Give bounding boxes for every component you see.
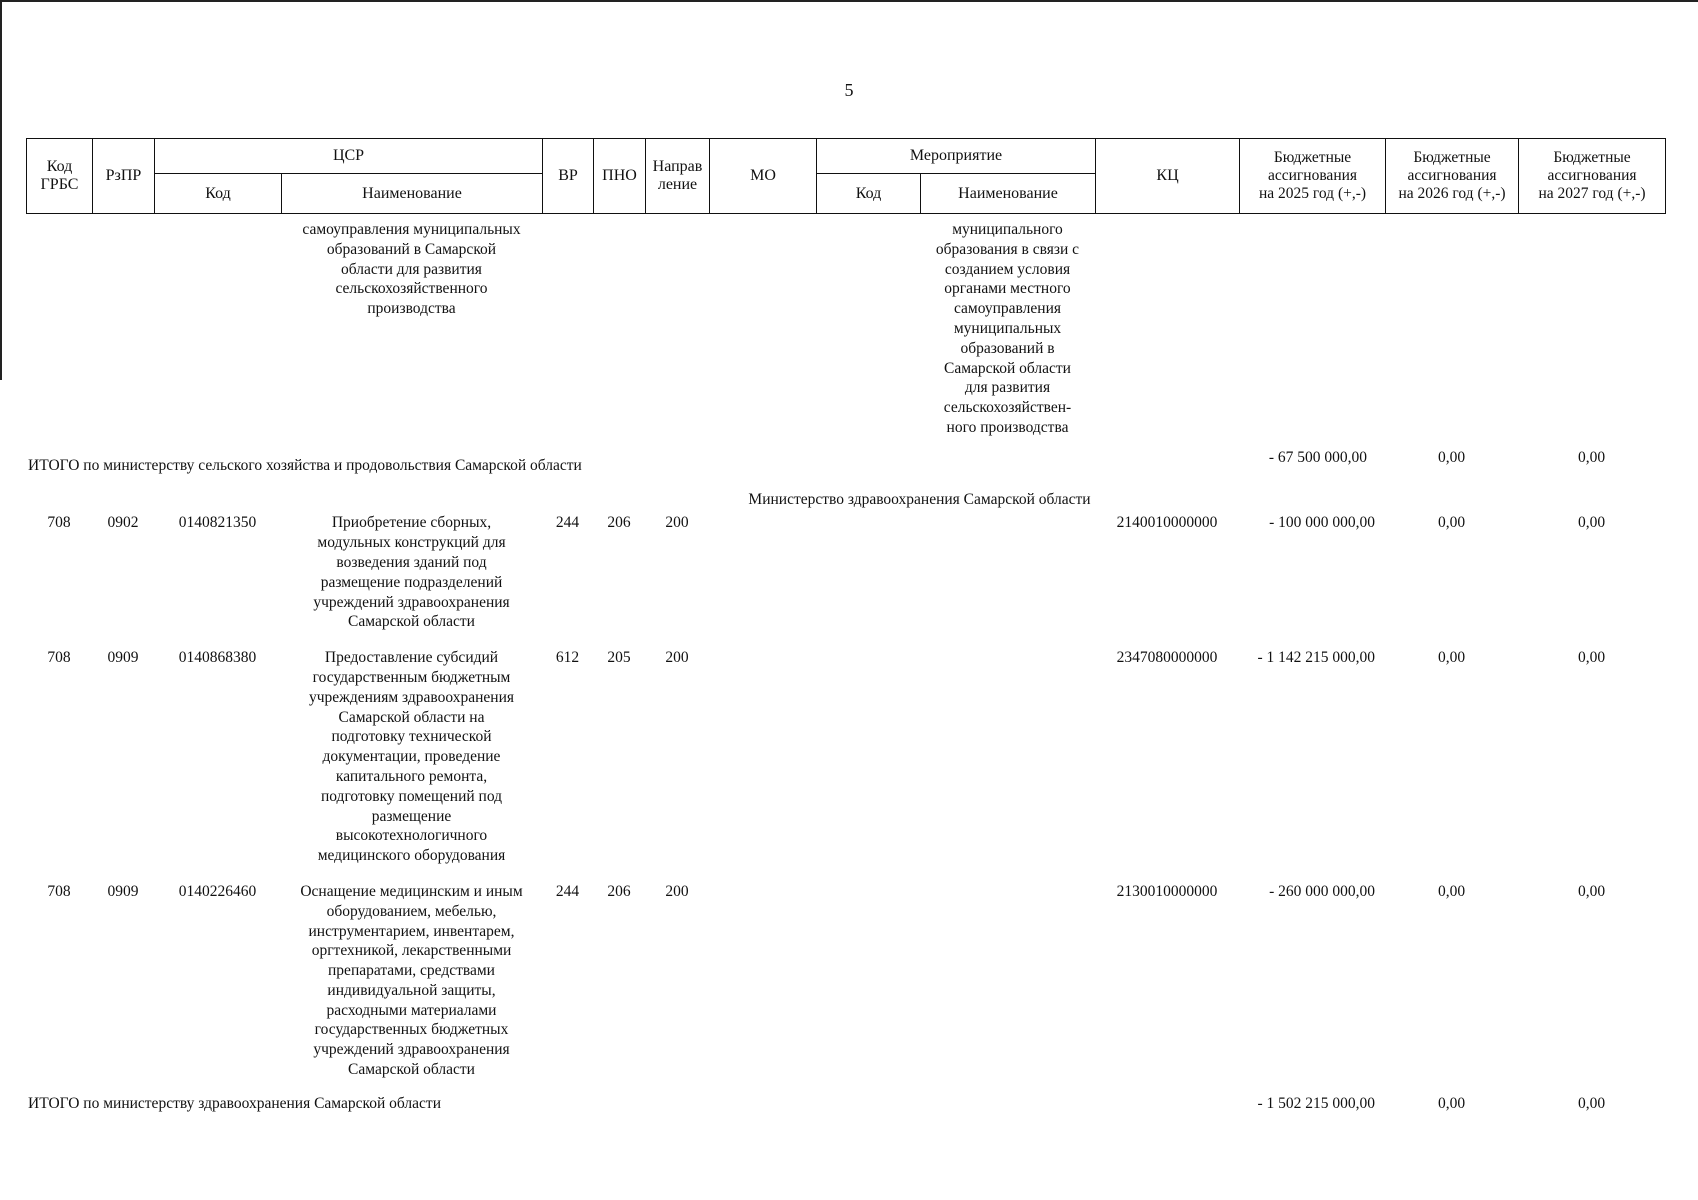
- cell-vr: 612: [555, 649, 580, 667]
- header-mo: МО: [710, 139, 817, 214]
- total-2025: - 1 502 215 000,00: [1257, 1094, 1375, 1112]
- total-2026: 0,00: [1437, 448, 1466, 466]
- header-vr: ВР: [543, 139, 594, 214]
- top-border-line: [0, 0, 1698, 2]
- table-row: [26, 644, 1665, 866]
- section-title: Министерство здравоохранения Самарской области: [748, 490, 1091, 508]
- cell-csr-name: Оснащение медицинским и иным оборудованием, мебелью, инструментарием, инвентарем, оргтехникой, лекарственными препаратами, средствами индивидуальной защиты, расходными материалами государственных бюджетных учреждений здравоохранения Самарской области: [300, 882, 523, 1079]
- cell-grbs: 708: [47, 514, 71, 532]
- header-2027: Бюджетные ассигнования на 2027 год (+,-): [1519, 139, 1666, 214]
- cell-pno: 206: [607, 882, 631, 900]
- cell-2027: 0,00: [1577, 882, 1606, 900]
- cell-grbs: 708: [47, 882, 71, 900]
- cell-kc: 2140010000000: [1116, 514, 1218, 532]
- cell-csr-name: Приобретение сборных, модульных конструкций для возведения зданий под размещение подразделений учреждений здравоохранения Самарской области: [313, 514, 510, 631]
- cell-2025: - 260 000 000,00: [1269, 882, 1375, 900]
- cell-vr: 244: [555, 882, 580, 900]
- header-csr-kod: Код: [155, 174, 282, 214]
- continuation-row: [26, 220, 1665, 438]
- header-mer-kod: Код: [817, 174, 921, 214]
- header-2025: Бюджетные ассигнования на 2025 год (+,-): [1240, 139, 1386, 214]
- cell-rzpr: 0902: [107, 514, 139, 532]
- cell-csr-name: Предоставление субсидий государственным бюджетным учреждениям здравоохранения Самарской области на подготовку технической документации, проведение капитального ремонта, подготовку помещений под размещение высокотехнологичного медицинского оборудования: [308, 649, 514, 865]
- cell-2026: 0,00: [1437, 514, 1466, 532]
- header-csr: ЦСР: [155, 139, 543, 174]
- cell-2026: 0,00: [1437, 882, 1466, 900]
- total-label: ИТОГО по министерству здравоохранения Самарской области: [28, 1094, 441, 1112]
- cell-2027: 0,00: [1577, 649, 1606, 667]
- table-row: [26, 509, 1665, 632]
- cell-rzpr: 0909: [107, 649, 139, 667]
- header-csr-name: Наименование: [282, 174, 543, 214]
- cell-csr-kod: 0140868380: [178, 649, 257, 667]
- header-napravlenie: Направ ление: [646, 139, 710, 214]
- cell-rzpr: 0909: [107, 882, 139, 900]
- table-header: [26, 138, 1666, 214]
- left-edge-line: [0, 0, 2, 380]
- cell-2026: 0,00: [1437, 649, 1466, 667]
- section-heading-row: [26, 476, 1665, 510]
- total-2026: 0,00: [1437, 1094, 1466, 1112]
- total-2027: 0,00: [1577, 1094, 1606, 1112]
- row-spacer: [26, 866, 1665, 878]
- cell-pno: 206: [607, 514, 631, 532]
- row-spacer: [26, 632, 1665, 644]
- cell-2025: - 1 142 215 000,00: [1257, 649, 1375, 667]
- header-rzpr: РзПР: [93, 139, 155, 214]
- header-meropriyatie: Мероприятие: [817, 139, 1096, 174]
- table-row: [26, 878, 1665, 1080]
- total-2025: - 67 500 000,00: [1268, 448, 1367, 466]
- cell-2027: 0,00: [1577, 514, 1606, 532]
- header-kod-grbs: Код ГРБС: [27, 139, 93, 214]
- cell-csr-kod: 0140226460: [178, 882, 257, 900]
- cell-napr: 200: [665, 514, 689, 532]
- cell-grbs: 708: [47, 649, 71, 667]
- total-2027: 0,00: [1577, 448, 1606, 466]
- cell-2025: - 100 000 000,00: [1269, 514, 1375, 532]
- cell-napr: 200: [665, 882, 689, 900]
- total-label: ИТОГО по министерству сельского хозяйства и продовольствия Самарской области: [28, 456, 582, 474]
- header-mer-name: Наименование: [921, 174, 1096, 214]
- table-body: [26, 220, 1665, 1114]
- continuation-csr-name: самоуправления муниципальных образований в Самарской области для развития сельскохозяйственного производства: [302, 221, 521, 318]
- total-row-agriculture: [26, 438, 1665, 476]
- cell-vr: 244: [555, 514, 580, 532]
- cell-kc: 2130010000000: [1116, 882, 1218, 900]
- cell-pno: 205: [607, 649, 631, 667]
- cell-csr-kod: 0140821350: [178, 514, 257, 532]
- continuation-mer-name: муниципального образования в связи с созданием условия органами местного самоуправления муниципальных образований в Самарской области для развития сельскохозяйствен- ного производства: [935, 221, 1080, 436]
- cell-kc: 2347080000000: [1116, 649, 1218, 667]
- page-number: 5: [844, 80, 854, 100]
- total-row-health: [26, 1080, 1665, 1114]
- header-pno: ПНО: [594, 139, 646, 214]
- header-kc: КЦ: [1096, 139, 1240, 214]
- cell-napr: 200: [665, 649, 689, 667]
- header-2026: Бюджетные ассигнования на 2026 год (+,-): [1386, 139, 1519, 214]
